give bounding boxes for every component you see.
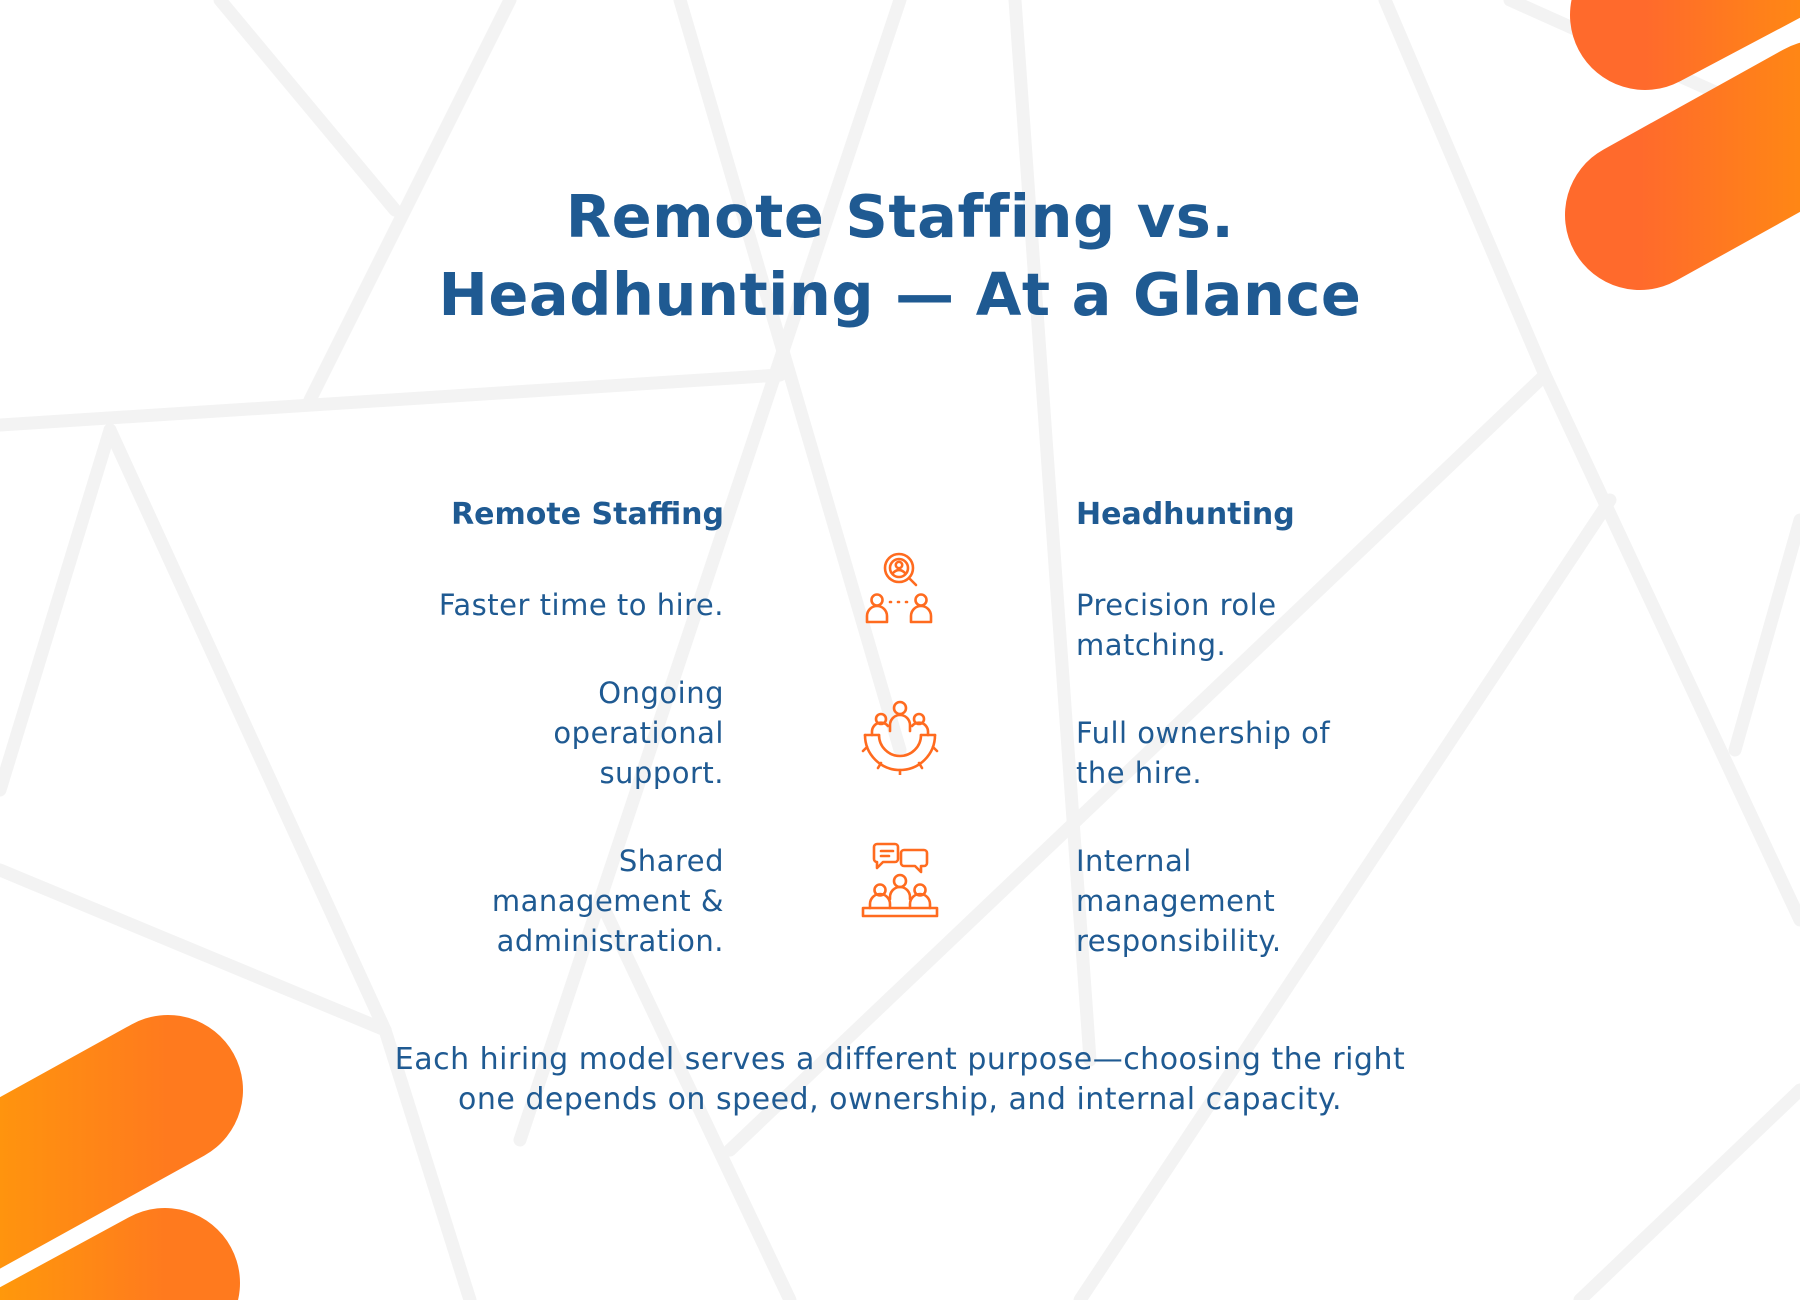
page-title-line-2: Headhunting — At a Glance	[438, 260, 1362, 329]
team-gear-icon	[861, 697, 939, 775]
headhunting-item-3	[1076, 841, 1282, 961]
item-text-line: Shared	[618, 844, 724, 878]
page-title	[0, 178, 1800, 334]
remote-staffing-item-3	[492, 841, 724, 961]
page-title-line-1: Remote Staffing vs.	[565, 182, 1235, 251]
item-text-line: management &	[491, 884, 724, 918]
headhunting-heading: Headhunting	[1076, 497, 1295, 532]
remote-staffing-heading: Remote Staffing	[451, 497, 724, 532]
item-text-line: matching.	[1076, 628, 1227, 662]
item-text-line: operational	[553, 716, 724, 750]
team-meeting-icon	[861, 842, 939, 920]
item-text-line: responsibility.	[1076, 924, 1282, 958]
item-text-line: Internal	[1076, 844, 1192, 878]
item-text-line: support.	[599, 756, 724, 790]
remote-staffing-item-2	[553, 673, 724, 793]
recruitment-search-icon	[861, 548, 939, 626]
footer-summary	[0, 1040, 1800, 1120]
item-text-line: the hire.	[1076, 756, 1203, 790]
item-text-line: administration.	[496, 924, 724, 958]
item-text-line: Full ownership of	[1076, 716, 1331, 750]
remote-staffing-item-1	[439, 585, 724, 625]
headhunting-item-1	[1076, 585, 1277, 665]
item-text-line: Faster time to hire.	[438, 588, 724, 622]
item-text-line: management	[1076, 884, 1276, 918]
headhunting-item-2	[1076, 713, 1330, 793]
footer-line-1: Each hiring model serves a different purpose—choosing the right	[394, 1042, 1406, 1077]
footer-line-2: one depends on speed, ownership, and internal capacity.	[457, 1082, 1342, 1117]
item-text-line: Ongoing	[598, 676, 724, 710]
item-text-line: Precision role	[1076, 588, 1277, 622]
